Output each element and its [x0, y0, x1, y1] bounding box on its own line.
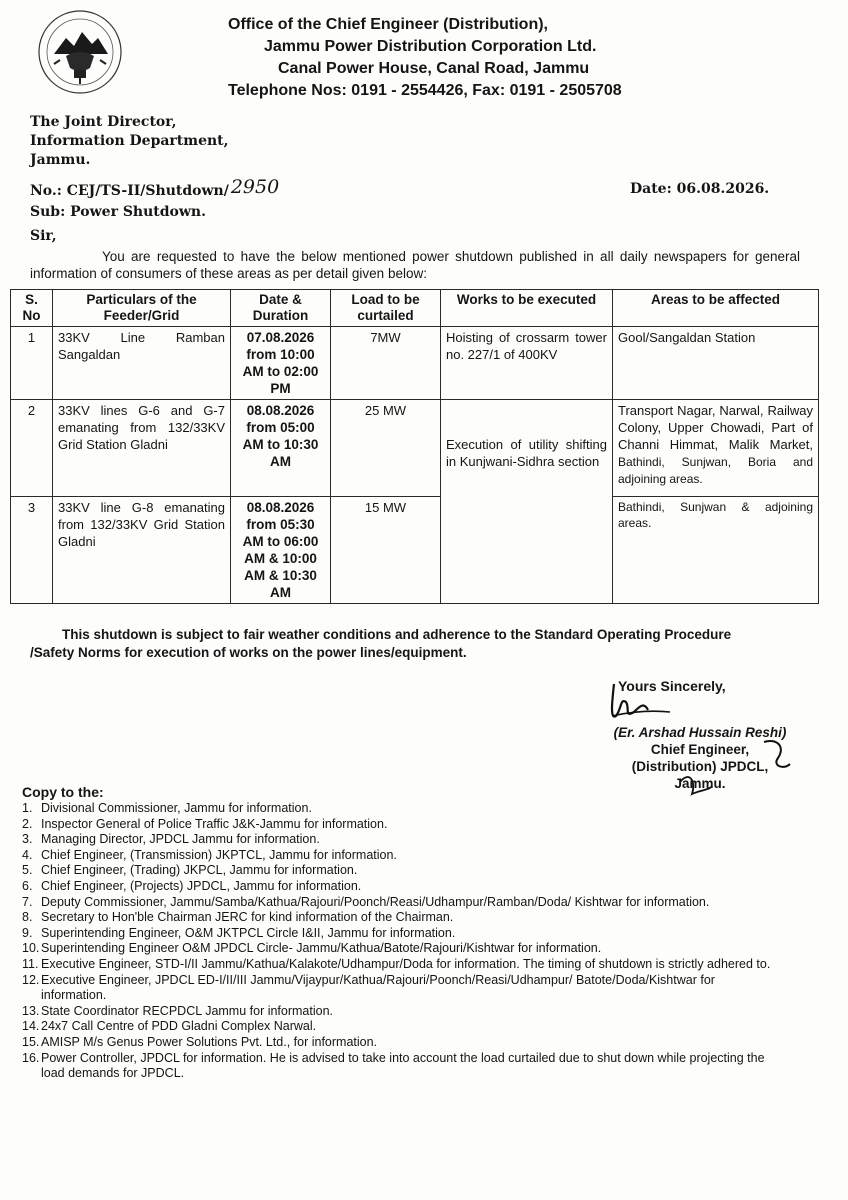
item-text: Chief Engineer, (Projects) JPDCL, Jammu for information. [41, 878, 362, 893]
table-row [11, 497, 819, 604]
item-text: 24x7 Call Centre of PDD Gladni Complex Narwal. [41, 1019, 317, 1034]
list-item [22, 941, 782, 957]
letterhead-telephone: Telephone Nos: 0191 - 2554426, Fax: 0191 - 2505708 [228, 82, 622, 99]
item-number: 11. [22, 956, 39, 971]
item-text: Managing Director, JPDCL Jammu for information. [41, 832, 320, 847]
cell-sno: 1 [11, 327, 53, 400]
signatory-title: (Distribution) JPDCL, [631, 759, 769, 774]
list-item [22, 1035, 782, 1051]
item-number: 12. [22, 972, 40, 987]
item-text: Executive Engineer, STD-I/II Jammu/Kathua/Kalakote/Udhampur/Doda for information. The timing of shutdown is strictly adhered to. [41, 956, 771, 971]
salutation: Sir, [30, 228, 57, 244]
item-number: 16. [22, 1050, 40, 1065]
cell-works: Hoisting of crossarm tower no. 227/1 of 400KV [441, 327, 613, 400]
list-item [22, 926, 782, 942]
cell-areas: Bathindi, Sunjwan & adjoining areas. [613, 497, 819, 604]
cell-sno: 3 [11, 497, 53, 604]
list-item [22, 832, 782, 848]
intro-paragraph: You are requested to have the below mentioned power shutdown published in all daily newspapers for general information of consumers of these areas as per detail given below: [30, 249, 800, 281]
cell-feeder: 33KV line G-8 emanating from 132/33KV Grid Station Gladni [53, 497, 231, 604]
table-row [11, 400, 819, 497]
jpdcl-logo [36, 8, 124, 96]
item-text: Chief Engineer, (Transmission) JKPTCL, Jammu for information. [41, 847, 397, 862]
letterhead-office: Office of the Chief Engineer (Distribution), [228, 16, 548, 33]
list-item [22, 801, 782, 817]
copy-heading: Copy to the: [22, 784, 104, 800]
cell-feeder: 33KV lines G-6 and G-7 emanating from 132/33KV Grid Station Gladni [53, 400, 231, 497]
letterhead [228, 14, 688, 102]
signatory-place: Jammu. [674, 776, 726, 791]
item-text: Inspector General of Police Traffic J&K-Jammu for information. [41, 816, 388, 831]
list-item [22, 848, 782, 864]
list-item [22, 879, 782, 895]
addressee [30, 113, 229, 170]
addressee-line: Jammu. [30, 152, 91, 168]
table-header-row [11, 290, 819, 327]
item-number: 14. [22, 1019, 40, 1034]
item-text: Secretary to Hon'ble Chairman JERC for kind information of the Chairman. [41, 910, 454, 925]
list-item [22, 863, 782, 879]
item-text: Deputy Commissioner, Jammu/Samba/Kathua/Rajouri/Poonch/Reasi/Udhampur/Ramban/Doda/ Kishtwar for information. [41, 894, 710, 909]
cell-sno: 2 [11, 400, 53, 497]
list-item [22, 1004, 782, 1020]
addressee-line: The Joint Director, [30, 114, 177, 130]
areas-text: Transport Nagar, Narwal, Railway Colony, Upper Chowadi, Part of Channi Himmat, Malik Market, [618, 403, 813, 452]
cell-areas: Gool/Sangaldan Station [613, 327, 819, 400]
item-text: AMISP M/s Genus Power Solutions Pvt. Ltd., for information. [41, 1034, 378, 1049]
letterhead-company: Jammu Power Distribution Corporation Ltd. [264, 38, 597, 55]
areas-text-small: Bathindi, Sunjwan, Boria and adjoining areas. [618, 455, 813, 486]
reference-number [30, 178, 279, 200]
item-text: Divisional Commissioner, Jammu for information. [41, 801, 312, 815]
item-number: 4. [22, 847, 33, 862]
signature-block [590, 724, 810, 792]
item-number: 10. [22, 941, 40, 956]
header-date: Date & Duration [231, 290, 331, 327]
closing: Yours Sincerely, [618, 678, 726, 694]
signatory-title: Chief Engineer, [650, 742, 750, 757]
header-works: Works to be executed [441, 290, 613, 327]
cell-works: Execution of utility shifting in Kunjwani-Sidhra section [441, 400, 613, 604]
item-number: 7. [22, 894, 33, 909]
item-number: 9. [22, 925, 33, 940]
list-item [22, 957, 782, 973]
handwritten-number: 2950 [230, 176, 280, 198]
item-number: 2. [22, 816, 33, 831]
item-text: Power Controller, JPDCL for information. He is advised to take into account the load curtailed due to shut down while projecting the load demands for JPDCL. [41, 1050, 765, 1081]
cell-feeder: 33KV Line Ramban Sangaldan [53, 327, 231, 400]
list-item [22, 817, 782, 833]
list-item [22, 910, 782, 926]
cell-date: 07.08.2026 from 10:00 AM to 02:00 PM [231, 327, 331, 400]
item-number: 13. [22, 1003, 40, 1018]
header-sno: S. No [11, 290, 53, 327]
subject: Sub: Power Shutdown. [30, 204, 206, 220]
shutdown-table [10, 289, 819, 604]
header-areas: Areas to be affected [613, 290, 819, 327]
header-load: Load to be curtailed [331, 290, 441, 327]
list-item [22, 973, 782, 1004]
list-item [22, 1051, 782, 1082]
item-number: 5. [22, 863, 33, 878]
item-number: 15. [22, 1034, 40, 1049]
header-feeder: Particulars of the Feeder/Grid [53, 290, 231, 327]
item-number: 3. [22, 832, 33, 847]
cell-load: 25 MW [331, 400, 441, 497]
item-text: Executive Engineer, JPDCL ED-I/II/III Jammu/Vijaypur/Kathua/Rajouri/Poonch/Reasi/Udhampur/ Batote/Doda/Kishtwar for information. [41, 972, 715, 1003]
shutdown-note: This shutdown is subject to fair weather conditions and adherence to the Standard Operating Procedure /Safety Norms for execution of works on the power lines/equipment. [30, 627, 732, 660]
cell-load: 15 MW [331, 497, 441, 604]
item-number: 6. [22, 878, 33, 893]
signatory-name: (Er. Arshad Hussain Reshi) [613, 725, 787, 740]
item-text: Superintending Engineer, O&M JKTPCL Circle I&II, Jammu for information. [41, 925, 456, 940]
cell-date: 08.08.2026 from 05:00 AM to 10:30 AM [231, 400, 331, 497]
list-item [22, 1019, 782, 1035]
reference-label: No.: CEJ/TS-II/Shutdown/ [30, 183, 229, 199]
cell-date: 08.08.2026 from 05:30 AM to 06:00 AM & 10:00 AM & 10:30 AM [231, 497, 331, 604]
cell-load: 7MW [331, 327, 441, 400]
list-item [22, 895, 782, 911]
addressee-line: Information Department, [30, 133, 229, 149]
letterhead-address: Canal Power House, Canal Road, Jammu [278, 60, 590, 77]
item-number: 8. [22, 910, 33, 925]
cell-areas [613, 400, 819, 497]
item-text: Superintending Engineer O&M JPDCL Circle- Jammu/Kathua/Batote/Rajouri/Kishtwar for information. [41, 941, 602, 956]
item-text: Chief Engineer, (Trading) JKPCL, Jammu for information. [41, 863, 358, 878]
letter-date: Date: 06.08.2026. [630, 181, 770, 197]
item-text: State Coordinator RECPDCL Jammu for information. [41, 1003, 334, 1018]
item-number: 1. [22, 801, 33, 815]
copy-list [22, 801, 782, 1082]
table-row [11, 327, 819, 400]
